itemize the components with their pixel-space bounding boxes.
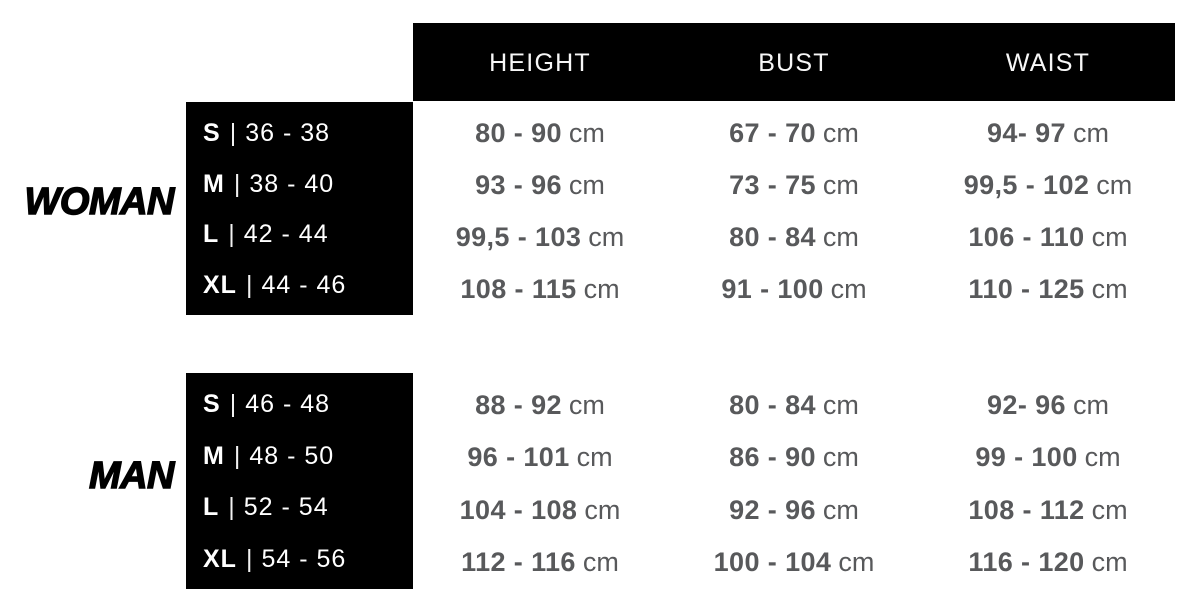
measurement-value: 91 - 100 <box>721 273 824 304</box>
measurement-unit: cm <box>576 442 613 473</box>
size-code: XL <box>203 271 237 300</box>
group-label-woman: WOMAN <box>24 181 174 223</box>
measurement-value: 94- 97 <box>987 118 1066 149</box>
column-header-bust: BUST <box>758 48 830 77</box>
size-separator: | <box>228 493 235 522</box>
cell-man-l-waist <box>921 484 1175 537</box>
measurement-unit: cm <box>1072 118 1109 149</box>
size-separator: | <box>245 271 253 300</box>
size-separator: | <box>233 169 241 198</box>
column-header-height: HEIGHT <box>489 48 591 77</box>
measurement-value: 92 - 96 <box>729 494 816 525</box>
measurement-unit: cm <box>568 170 605 201</box>
size-label-row-woman-m <box>203 159 413 210</box>
measurement-value: 80 - 84 <box>729 389 816 420</box>
size-separator: | <box>228 220 235 249</box>
measurement-value: 73 - 75 <box>729 170 816 201</box>
cell-man-l-bust <box>667 484 921 537</box>
measurement-unit: cm <box>822 118 859 149</box>
cell-man-m-bust <box>667 432 921 485</box>
size-range: 44 - 46 <box>261 271 347 300</box>
size-code: M <box>203 441 225 470</box>
cell-woman-m-height <box>413 160 667 212</box>
cell-woman-xl-waist <box>921 263 1175 315</box>
column-header-waist: WAIST <box>1005 48 1091 77</box>
size-code: L <box>203 493 220 522</box>
cell-woman-l-waist <box>921 212 1175 264</box>
measurement-unit: cm <box>1091 221 1128 252</box>
size-separator: | <box>229 118 237 147</box>
man-size-column <box>186 373 413 589</box>
measurement-unit: cm <box>582 547 619 578</box>
cell-man-s-height <box>413 379 667 432</box>
measurement-unit: cm <box>822 442 859 473</box>
man-measurements <box>413 373 1175 589</box>
measurement-unit: cm <box>568 118 605 149</box>
measurement-unit: cm <box>822 389 859 420</box>
size-label-row-man-m <box>203 431 413 483</box>
cell-man-s-waist <box>921 379 1175 432</box>
cell-man-xl-waist <box>921 537 1175 590</box>
size-code: L <box>203 220 220 249</box>
cell-man-m-height <box>413 432 667 485</box>
cell-woman-xl-bust <box>667 263 921 315</box>
cell-man-s-bust <box>667 379 921 432</box>
measurement-value: 92- 96 <box>987 389 1066 420</box>
measurement-value: 99 - 100 <box>975 442 1078 473</box>
measurement-unit: cm <box>822 221 859 252</box>
measurement-unit: cm <box>583 273 620 304</box>
size-range: 54 - 56 <box>261 544 347 573</box>
measurement-value: 80 - 84 <box>729 221 816 252</box>
woman-measurements <box>413 102 1175 315</box>
size-range: 38 - 40 <box>249 169 335 198</box>
size-code: S <box>203 118 221 147</box>
measurement-value: 100 - 104 <box>713 547 832 578</box>
size-separator: | <box>229 390 237 419</box>
cell-woman-m-bust <box>667 160 921 212</box>
measurement-unit: cm <box>830 273 867 304</box>
cell-woman-l-bust <box>667 212 921 264</box>
size-range: 46 - 48 <box>245 390 331 419</box>
measurement-value: 110 - 125 <box>968 273 1085 304</box>
measurement-unit: cm <box>822 170 859 201</box>
size-separator: | <box>233 441 241 470</box>
group-label-man: MAN <box>88 455 174 497</box>
size-range: 52 - 54 <box>243 493 329 522</box>
cell-woman-m-waist <box>921 160 1175 212</box>
size-label-row-woman-l <box>203 210 413 261</box>
size-label-row-man-s <box>203 379 413 431</box>
measurement-unit: cm <box>1084 442 1121 473</box>
size-label-row-man-xl <box>203 534 413 586</box>
measurement-value: 96 - 101 <box>467 442 570 473</box>
measurement-value: 80 - 90 <box>475 118 562 149</box>
measurement-unit: cm <box>1091 547 1128 578</box>
cell-woman-s-waist <box>921 108 1175 160</box>
size-range: 42 - 44 <box>243 220 329 249</box>
cell-woman-l-height <box>413 212 667 264</box>
size-code: S <box>203 390 221 419</box>
cell-man-m-waist <box>921 432 1175 485</box>
measurement-value: 116 - 120 <box>968 547 1085 578</box>
cell-woman-s-height <box>413 108 667 160</box>
cell-man-xl-height <box>413 537 667 590</box>
cell-woman-s-bust <box>667 108 921 160</box>
table-header <box>413 23 1175 101</box>
size-range: 36 - 38 <box>245 118 331 147</box>
measurement-value: 86 - 90 <box>729 442 816 473</box>
measurement-value: 108 - 112 <box>968 494 1085 525</box>
measurement-value: 99,5 - 103 <box>455 221 582 252</box>
measurement-unit: cm <box>584 494 621 525</box>
measurement-value: 67 - 70 <box>729 118 816 149</box>
size-separator: | <box>245 544 253 573</box>
size-label-row-woman-xl <box>203 260 413 311</box>
measurement-unit: cm <box>1091 273 1128 304</box>
measurement-unit: cm <box>588 221 625 252</box>
measurement-unit: cm <box>1096 170 1133 201</box>
measurement-value: 106 - 110 <box>968 221 1085 252</box>
size-label-row-woman-s <box>203 108 413 159</box>
size-code: XL <box>203 544 237 573</box>
measurement-unit: cm <box>822 494 859 525</box>
measurement-value: 88 - 92 <box>475 389 562 420</box>
measurement-unit: cm <box>1072 389 1109 420</box>
woman-size-column <box>186 102 413 315</box>
size-code: M <box>203 169 225 198</box>
measurement-unit: cm <box>568 389 605 420</box>
measurement-unit: cm <box>1091 494 1128 525</box>
cell-man-l-height <box>413 484 667 537</box>
measurement-value: 99,5 - 102 <box>963 170 1090 201</box>
measurement-value: 112 - 116 <box>461 547 576 578</box>
size-label-row-man-l <box>203 482 413 534</box>
size-range: 48 - 50 <box>249 441 335 470</box>
cell-man-xl-bust <box>667 537 921 590</box>
measurement-value: 108 - 115 <box>460 273 577 304</box>
measurement-unit: cm <box>838 547 875 578</box>
measurement-value: 93 - 96 <box>475 170 562 201</box>
cell-woman-xl-height <box>413 263 667 315</box>
measurement-value: 104 - 108 <box>459 494 578 525</box>
